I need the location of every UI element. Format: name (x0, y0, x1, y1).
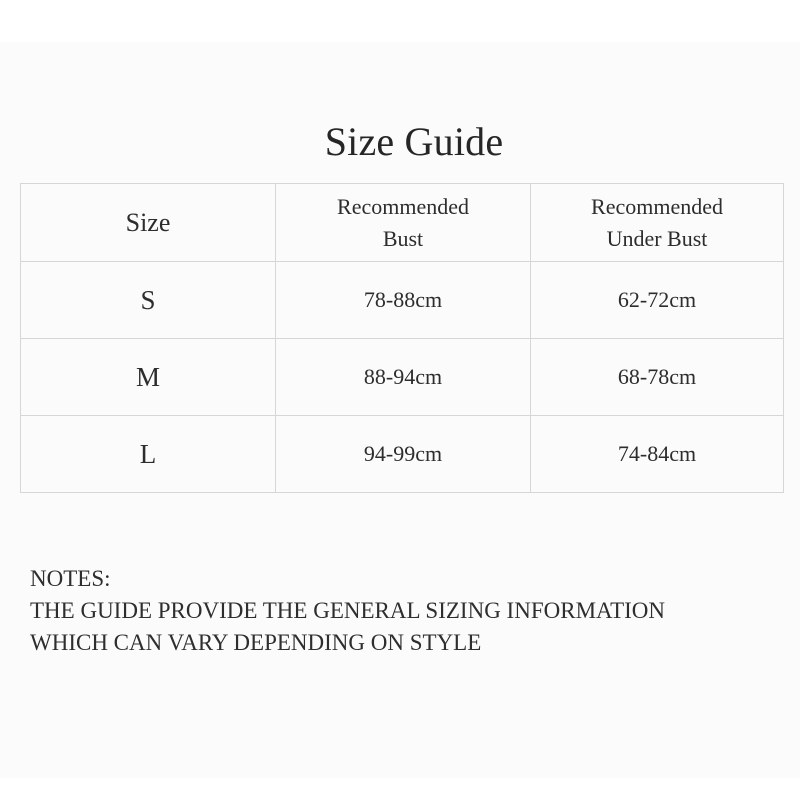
under-bust-cell: 62-72cm (531, 262, 784, 339)
under-bust-cell: 74-84cm (531, 416, 784, 493)
header-bust-line-1: Recommended (337, 193, 469, 219)
table-row (21, 416, 784, 493)
header-bust (276, 184, 531, 262)
bust-cell: 78-88cm (276, 262, 531, 339)
notes-line: THE GUIDE PROVIDE THE GENERAL SIZING INFORMATION (30, 598, 666, 623)
size-cell: M (21, 339, 276, 416)
size-cell: S (21, 262, 276, 339)
page-title: Size Guide (324, 119, 504, 164)
header-under-bust (531, 184, 784, 262)
header-size-label: Size (125, 207, 171, 237)
notes-section (30, 563, 790, 659)
top-margin-band (0, 0, 800, 42)
size-cell: L (21, 416, 276, 493)
table-header-row (21, 184, 784, 262)
table-row (21, 339, 784, 416)
bust-cell: 94-99cm (276, 416, 531, 493)
bust-cell: 88-94cm (276, 339, 531, 416)
bottom-margin-band (0, 778, 800, 800)
notes-line: WHICH CAN VARY DEPENDING ON STYLE (30, 630, 482, 655)
size-guide-table (20, 183, 784, 493)
notes-heading: NOTES: (30, 566, 111, 591)
header-bust-line-2: Bust (382, 225, 424, 251)
header-under-bust-line-2: Under Bust (606, 225, 708, 251)
under-bust-cell: 68-78cm (531, 339, 784, 416)
header-under-bust-line-1: Recommended (591, 193, 723, 219)
table-row (21, 262, 784, 339)
header-size (21, 184, 276, 262)
